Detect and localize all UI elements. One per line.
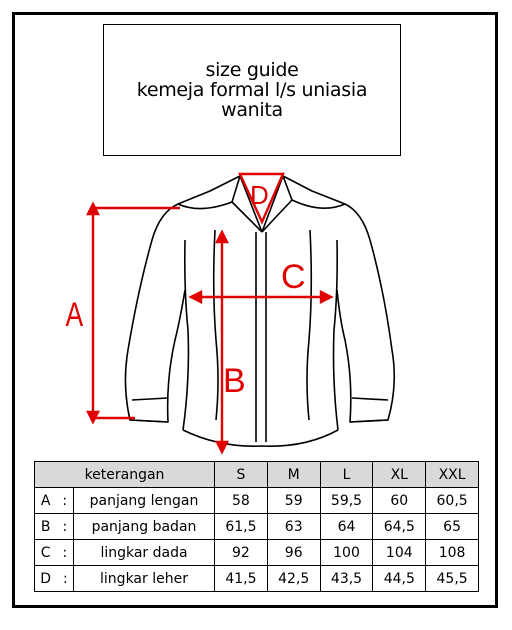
- arrow-a-top-icon: [88, 204, 98, 214]
- cell-value: 42,5: [267, 566, 320, 592]
- table-row: [35, 566, 479, 592]
- cell-value: 63: [267, 514, 320, 540]
- cell-value: 41,5: [215, 566, 268, 592]
- cell-value: 60: [373, 488, 426, 514]
- arrow-b-bottom-icon: [217, 442, 227, 452]
- cell-value: 100: [320, 540, 373, 566]
- cell-value: 61,5: [215, 514, 268, 540]
- cell-value: 92: [215, 540, 268, 566]
- measurement-lines: [88, 174, 331, 452]
- title-line-3: wanita: [221, 99, 283, 121]
- arrow-c-left-icon: [191, 292, 201, 302]
- table-row: [35, 488, 479, 514]
- cell-value: 45,5: [426, 566, 479, 592]
- cell-value: 64,5: [373, 514, 426, 540]
- cell-value: 44,5: [373, 566, 426, 592]
- cell-value: 104: [373, 540, 426, 566]
- row-label: panjang badan: [74, 514, 215, 540]
- cell-value: 64: [320, 514, 373, 540]
- row-label: panjang lengan: [74, 488, 215, 514]
- header-size: L: [320, 462, 373, 488]
- arrow-a-bottom-icon: [88, 412, 98, 422]
- header-keterangan: keterangan: [35, 462, 215, 488]
- arrow-c-right-icon: [321, 292, 331, 302]
- size-table: [34, 461, 479, 592]
- cell-value: 96: [267, 540, 320, 566]
- table-header-row: [35, 462, 479, 488]
- row-code: D :: [35, 566, 74, 592]
- cell-value: 60,5: [426, 488, 479, 514]
- cell-value: 58: [215, 488, 268, 514]
- row-label: lingkar dada: [74, 540, 215, 566]
- marker-c: C: [281, 258, 306, 296]
- cell-value: 108: [426, 540, 479, 566]
- row-code: C :: [35, 540, 74, 566]
- cell-value: 43,5: [320, 566, 373, 592]
- row-code: B :: [35, 514, 74, 540]
- marker-d: D: [250, 180, 269, 210]
- row-label: lingkar leher: [74, 566, 215, 592]
- header-size: XXL: [426, 462, 479, 488]
- header-size: XL: [373, 462, 426, 488]
- marker-b: B: [223, 362, 246, 400]
- marker-a: A: [65, 295, 84, 334]
- title-line-1: size guide: [205, 59, 299, 81]
- cell-value: 59,5: [320, 488, 373, 514]
- title-line-2: kemeja formal l/s uniasia: [136, 79, 368, 101]
- cell-value: 59: [267, 488, 320, 514]
- table-row: [35, 540, 479, 566]
- cell-value: 65: [426, 514, 479, 540]
- arrow-b-top-icon: [217, 232, 227, 242]
- header-size: S: [215, 462, 268, 488]
- table-row: [35, 514, 479, 540]
- header-size: M: [267, 462, 320, 488]
- row-code: A :: [35, 488, 74, 514]
